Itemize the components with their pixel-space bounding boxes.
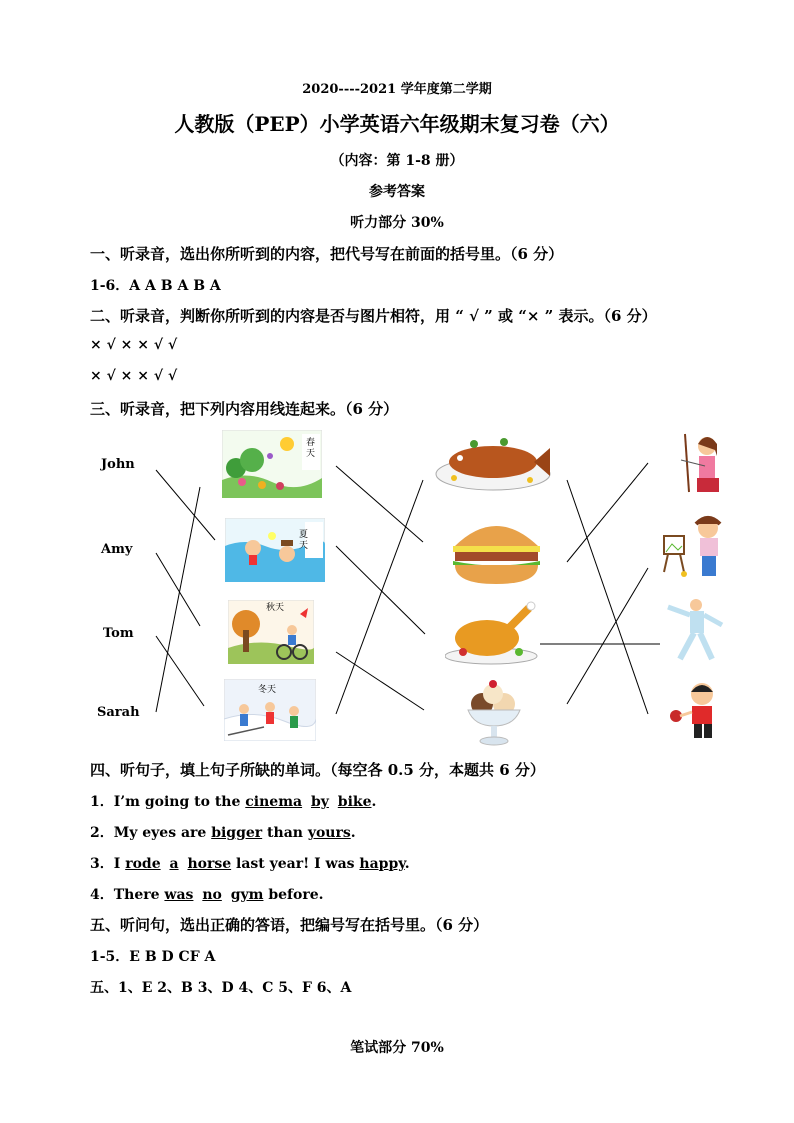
name-sarah: Sarah (97, 705, 140, 720)
section4-item-1 (90, 791, 376, 811)
line-fish-pingpong (567, 480, 648, 714)
section2-heading: 二、听录音，判断你所听到的内容是否与图片相符，用 “ √ ” 或 “× ” 表示。（6 分） (90, 307, 657, 325)
autumn-caption: 秋天 (266, 603, 285, 613)
item-text: before. (263, 887, 324, 903)
section5-heading: 五、听问句，选出正确的答语，把编号写在括号里。（6 分） (90, 916, 489, 934)
name-tom: Tom (103, 626, 134, 641)
section1-answer: 1-6．A A B A B A (90, 278, 221, 294)
line-spring-hamburger (336, 466, 423, 542)
blank-answer: horse (187, 856, 232, 872)
line-hamburger-erhu (567, 463, 648, 562)
listening-part-title: 听力部分 30% (350, 215, 444, 231)
line-icecream-painting (567, 568, 648, 704)
spring-caption: 春天 (306, 438, 316, 459)
section4-item-4 (90, 884, 324, 904)
section4-heading: 四、听句子，填上句子所缺的单词。（每空各 0.5 分，本题共 6 分） (90, 761, 545, 779)
section4-item-3 (90, 853, 410, 873)
line-winter-fish (336, 480, 423, 714)
name-john: John (101, 457, 135, 472)
section1-heading: 一、听录音，选出你所听到的内容，把代号写在前面的括号里。（6 分） (90, 245, 564, 263)
section5-answer: 1-5．E B D CF A (90, 949, 216, 965)
section4-item-2 (90, 822, 356, 842)
item-text: My eyes are (113, 825, 212, 841)
blank-answer: gym (230, 887, 264, 903)
school-year: 2020----2021 学年度第二学期 (302, 82, 492, 97)
item-text: I (113, 856, 126, 872)
blank-answer: by (310, 794, 329, 810)
line-summer-chicken (336, 546, 425, 634)
content-scope: （内容：第 1-8 册） (330, 153, 464, 169)
item-text: I’m going to the (113, 794, 246, 810)
blank-answer: no (202, 887, 222, 903)
blank-answer: a (169, 856, 179, 872)
item-number: 2． (90, 825, 114, 841)
item-number: 4． (90, 887, 114, 903)
item-text: . (350, 825, 356, 841)
blank-answer: bigger (211, 825, 263, 841)
answer-key-label: 参考答案 (369, 184, 425, 200)
section5-answer-alt: 五、1、E 2、B 3、D 4、C 5、F 6、A (90, 980, 352, 996)
blank-answer: happy (359, 856, 405, 872)
line-autumn-icecream (336, 652, 424, 710)
name-amy: Amy (101, 542, 133, 557)
section3-heading: 三、听录音，把下列内容用线连起来。（6 分） (90, 400, 399, 418)
line-amy-autumn (156, 553, 200, 626)
line-sarah-spring (156, 487, 200, 712)
written-part-title: 笔试部分 70% (350, 1040, 444, 1056)
item-text: than (262, 825, 308, 841)
item-text: There (113, 887, 165, 903)
page-title: 人教版（PEP）小学英语六年级期末复习卷（六） (174, 112, 620, 136)
blank-answer: yours (307, 825, 351, 841)
line-john-summer (156, 470, 215, 540)
blank-answer: bike (337, 794, 372, 810)
item-number: 1． (90, 794, 114, 810)
item-text: last year! I was (231, 856, 360, 872)
item-number: 3． (90, 856, 114, 872)
section2-answer-row1: × √ × × √ √ (90, 337, 178, 353)
winter-caption: 冬天 (258, 685, 277, 695)
blank-answer: rode (125, 856, 161, 872)
summer-caption: 夏天 (299, 530, 309, 551)
blank-answer: was (164, 887, 194, 903)
section2-answer-row2: × √ × × √ √ (90, 368, 178, 384)
item-text: . (371, 794, 377, 810)
blank-answer: cinema (245, 794, 303, 810)
line-tom-winter (156, 636, 204, 706)
item-text: . (404, 856, 410, 872)
